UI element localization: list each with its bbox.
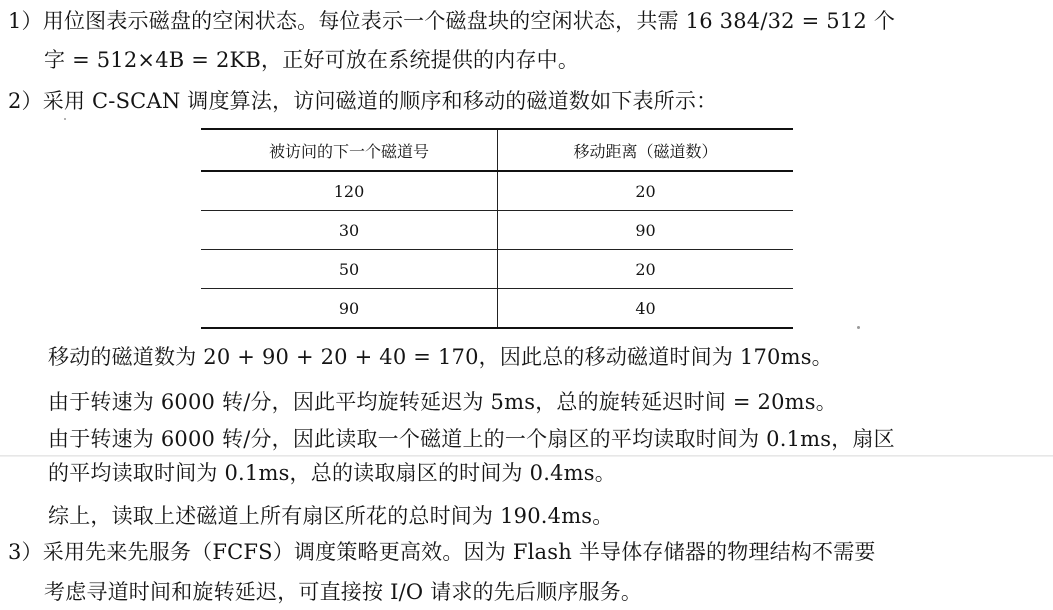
table-cell-track: 90 xyxy=(201,289,498,329)
scan-speck xyxy=(64,118,66,120)
table-cell-distance: 20 xyxy=(498,250,794,289)
answer-1-line-1: 1）用位图表示磁盘的空闲状态。每位表示一个磁盘块的空闲状态，共需 16 384/32 = 512 个 xyxy=(8,9,896,33)
calc-rotation-delay: 由于转速为 6000 转/分，因此平均旋转延迟为 5ms，总的旋转延迟时间 = 20ms。 xyxy=(48,390,837,414)
column-header-distance: 移动距离（磁道数） xyxy=(498,129,794,171)
scan-speck xyxy=(857,326,860,329)
table-cell-distance: 90 xyxy=(498,211,794,250)
answer-3-line-1: 3）采用先来先服务（FCFS）调度策略更高效。因为 Flash 半导体存储器的物理结构不需要 xyxy=(8,540,876,564)
track-table-container xyxy=(201,128,793,326)
track-table xyxy=(201,128,793,329)
table-row xyxy=(201,171,793,211)
column-header-next-track: 被访问的下一个磁道号 xyxy=(201,129,498,171)
calc-seek-total: 移动的磁道数为 20 + 90 + 20 + 40 = 170，因此总的移动磁道时间为 170ms。 xyxy=(48,345,833,369)
table-row xyxy=(201,211,793,250)
answer-1-line-2: 字 = 512×4B = 2KB，正好可放在系统提供的内存中。 xyxy=(44,48,580,72)
table-cell-track: 30 xyxy=(201,211,498,250)
table-header-row xyxy=(201,129,793,171)
answer-2-intro: 2）采用 C-SCAN 调度算法，访问磁道的顺序和移动的磁道数如下表所示： xyxy=(8,89,718,113)
table-cell-track: 50 xyxy=(201,250,498,289)
table-cell-distance: 40 xyxy=(498,289,794,329)
answer-3-line-2: 考虑寻道时间和旋转延迟，可直接按 I/O 请求的先后顺序服务。 xyxy=(44,580,643,604)
table-row xyxy=(201,289,793,329)
calc-read-time-line-1: 由于转速为 6000 转/分，因此读取一个磁道上的一个扇区的平均读取时间为 0.1ms，扇区 xyxy=(48,427,895,451)
table-cell-track: 120 xyxy=(201,171,498,211)
calc-read-time-line-2: 的平均读取时间为 0.1ms，总的读取扇区的时间为 0.4ms。 xyxy=(48,461,616,485)
scan-fold-divider xyxy=(0,455,1053,457)
table-cell-distance: 20 xyxy=(498,171,794,211)
table-row xyxy=(201,250,793,289)
calc-total-time: 综上，读取上述磁道上所有扇区所花的总时间为 190.4ms。 xyxy=(48,504,614,528)
